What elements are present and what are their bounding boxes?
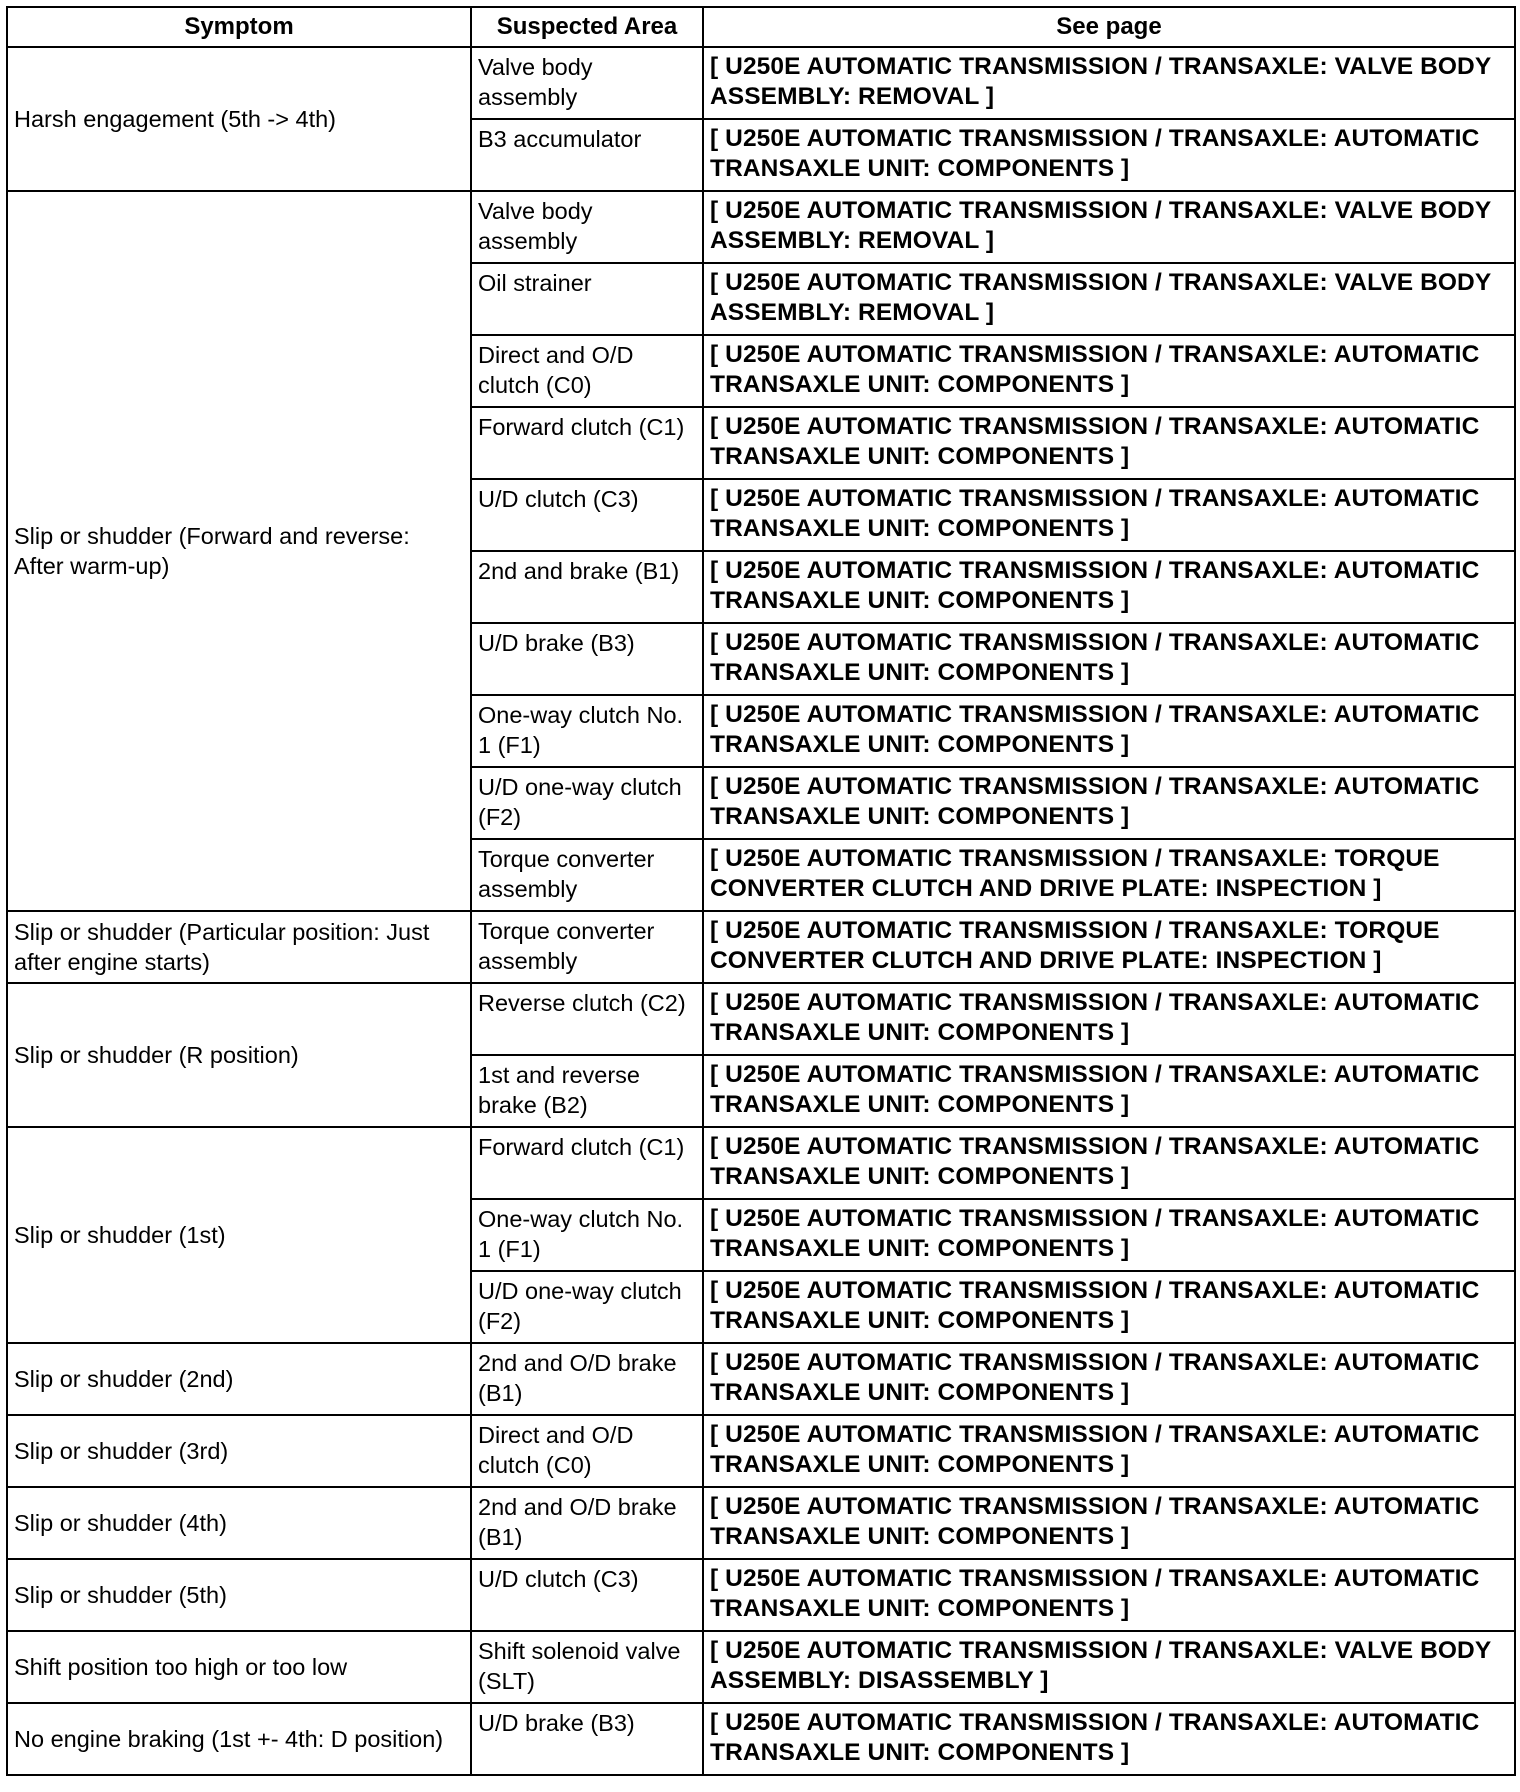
see-page-link[interactable]: [ U250E AUTOMATIC TRANSMISSION / TRANSAXLE: VALVE BODY ASSEMBLY: REMOVAL ] [703, 191, 1515, 263]
table-row [7, 911, 1515, 983]
suspected-area-cell: U/D brake (B3) [471, 623, 703, 695]
suspected-area-cell: U/D clutch (C3) [471, 479, 703, 551]
suspected-area-cell: 2nd and O/D brake (B1) [471, 1343, 703, 1415]
see-page-link[interactable]: [ U250E AUTOMATIC TRANSMISSION / TRANSAXLE: TORQUE CONVERTER CLUTCH AND DRIVE PLATE: INSPECTION ] [703, 839, 1515, 911]
suspected-area-cell: Reverse clutch (C2) [471, 983, 703, 1055]
see-page-link[interactable]: [ U250E AUTOMATIC TRANSMISSION / TRANSAXLE: AUTOMATIC TRANSAXLE UNIT: COMPONENTS ] [703, 1055, 1515, 1127]
header-suspected-area: Suspected Area [471, 7, 703, 47]
symptom-cell: Slip or shudder (Particular position: Just after engine starts) [7, 911, 471, 983]
see-page-link[interactable]: [ U250E AUTOMATIC TRANSMISSION / TRANSAXLE: VALVE BODY ASSEMBLY: REMOVAL ] [703, 47, 1515, 119]
table-row [7, 983, 1515, 1055]
symptom-cell: Slip or shudder (3rd) [7, 1415, 471, 1487]
see-page-link[interactable]: [ U250E AUTOMATIC TRANSMISSION / TRANSAXLE: AUTOMATIC TRANSAXLE UNIT: COMPONENTS ] [703, 479, 1515, 551]
see-page-link[interactable]: [ U250E AUTOMATIC TRANSMISSION / TRANSAXLE: AUTOMATIC TRANSAXLE UNIT: COMPONENTS ] [703, 983, 1515, 1055]
header-row [7, 7, 1515, 47]
suspected-area-cell: Torque converter assembly [471, 911, 703, 983]
suspected-area-cell: Forward clutch (C1) [471, 407, 703, 479]
table-row [7, 1415, 1515, 1487]
see-page-link[interactable]: [ U250E AUTOMATIC TRANSMISSION / TRANSAXLE: VALVE BODY ASSEMBLY: REMOVAL ] [703, 263, 1515, 335]
suspected-area-cell: 1st and reverse brake (B2) [471, 1055, 703, 1127]
table-row [7, 1559, 1515, 1631]
suspected-area-cell: U/D clutch (C3) [471, 1559, 703, 1631]
table-header [7, 7, 1515, 47]
see-page-link[interactable]: [ U250E AUTOMATIC TRANSMISSION / TRANSAXLE: TORQUE CONVERTER CLUTCH AND DRIVE PLATE: INSPECTION ] [703, 911, 1515, 983]
symptom-cell: Slip or shudder (1st) [7, 1127, 471, 1343]
table-row [7, 1127, 1515, 1199]
see-page-link[interactable]: [ U250E AUTOMATIC TRANSMISSION / TRANSAXLE: AUTOMATIC TRANSAXLE UNIT: COMPONENTS ] [703, 1487, 1515, 1559]
suspected-area-cell: One-way clutch No. 1 (F1) [471, 1199, 703, 1271]
suspected-area-cell: Forward clutch (C1) [471, 1127, 703, 1199]
see-page-link[interactable]: [ U250E AUTOMATIC TRANSMISSION / TRANSAXLE: VALVE BODY ASSEMBLY: DISASSEMBLY ] [703, 1631, 1515, 1703]
suspected-area-cell: U/D one-way clutch (F2) [471, 1271, 703, 1343]
see-page-link[interactable]: [ U250E AUTOMATIC TRANSMISSION / TRANSAXLE: AUTOMATIC TRANSAXLE UNIT: COMPONENTS ] [703, 767, 1515, 839]
table-row [7, 1703, 1515, 1775]
symptom-cell: Slip or shudder (Forward and reverse: After warm-up) [7, 191, 471, 911]
suspected-area-cell: B3 accumulator [471, 119, 703, 191]
see-page-link[interactable]: [ U250E AUTOMATIC TRANSMISSION / TRANSAXLE: AUTOMATIC TRANSAXLE UNIT: COMPONENTS ] [703, 1199, 1515, 1271]
see-page-link[interactable]: [ U250E AUTOMATIC TRANSMISSION / TRANSAXLE: AUTOMATIC TRANSAXLE UNIT: COMPONENTS ] [703, 1415, 1515, 1487]
see-page-link[interactable]: [ U250E AUTOMATIC TRANSMISSION / TRANSAXLE: AUTOMATIC TRANSAXLE UNIT: COMPONENTS ] [703, 1343, 1515, 1415]
suspected-area-cell: U/D brake (B3) [471, 1703, 703, 1775]
symptom-cell: Slip or shudder (4th) [7, 1487, 471, 1559]
suspected-area-cell: Oil strainer [471, 263, 703, 335]
suspected-area-cell: Valve body assembly [471, 191, 703, 263]
table-row [7, 191, 1515, 263]
header-symptom: Symptom [7, 7, 471, 47]
troubleshooting-table [6, 6, 1516, 1776]
table-row [7, 1631, 1515, 1703]
table-row [7, 47, 1515, 119]
see-page-link[interactable]: [ U250E AUTOMATIC TRANSMISSION / TRANSAXLE: AUTOMATIC TRANSAXLE UNIT: COMPONENTS ] [703, 695, 1515, 767]
symptom-cell: Slip or shudder (2nd) [7, 1343, 471, 1415]
suspected-area-cell: Direct and O/D clutch (C0) [471, 335, 703, 407]
see-page-link[interactable]: [ U250E AUTOMATIC TRANSMISSION / TRANSAXLE: AUTOMATIC TRANSAXLE UNIT: COMPONENTS ] [703, 335, 1515, 407]
table-body [7, 47, 1515, 1775]
suspected-area-cell: Torque converter assembly [471, 839, 703, 911]
see-page-link[interactable]: [ U250E AUTOMATIC TRANSMISSION / TRANSAXLE: AUTOMATIC TRANSAXLE UNIT: COMPONENTS ] [703, 1559, 1515, 1631]
see-page-link[interactable]: [ U250E AUTOMATIC TRANSMISSION / TRANSAXLE: AUTOMATIC TRANSAXLE UNIT: COMPONENTS ] [703, 1127, 1515, 1199]
suspected-area-cell: Direct and O/D clutch (C0) [471, 1415, 703, 1487]
see-page-link[interactable]: [ U250E AUTOMATIC TRANSMISSION / TRANSAXLE: AUTOMATIC TRANSAXLE UNIT: COMPONENTS ] [703, 623, 1515, 695]
symptom-cell: Shift position too high or too low [7, 1631, 471, 1703]
see-page-link[interactable]: [ U250E AUTOMATIC TRANSMISSION / TRANSAXLE: AUTOMATIC TRANSAXLE UNIT: COMPONENTS ] [703, 1703, 1515, 1775]
symptom-cell: No engine braking (1st +- 4th: D position) [7, 1703, 471, 1775]
suspected-area-cell: Valve body assembly [471, 47, 703, 119]
table-row [7, 1487, 1515, 1559]
symptom-cell: Slip or shudder (5th) [7, 1559, 471, 1631]
suspected-area-cell: U/D one-way clutch (F2) [471, 767, 703, 839]
see-page-link[interactable]: [ U250E AUTOMATIC TRANSMISSION / TRANSAXLE: AUTOMATIC TRANSAXLE UNIT: COMPONENTS ] [703, 119, 1515, 191]
suspected-area-cell: Shift solenoid valve (SLT) [471, 1631, 703, 1703]
table-row [7, 1343, 1515, 1415]
suspected-area-cell: One-way clutch No. 1 (F1) [471, 695, 703, 767]
suspected-area-cell: 2nd and brake (B1) [471, 551, 703, 623]
troubleshooting-document [6, 6, 1516, 1776]
header-see-page: See page [703, 7, 1515, 47]
symptom-cell: Slip or shudder (R position) [7, 983, 471, 1127]
see-page-link[interactable]: [ U250E AUTOMATIC TRANSMISSION / TRANSAXLE: AUTOMATIC TRANSAXLE UNIT: COMPONENTS ] [703, 551, 1515, 623]
see-page-link[interactable]: [ U250E AUTOMATIC TRANSMISSION / TRANSAXLE: AUTOMATIC TRANSAXLE UNIT: COMPONENTS ] [703, 407, 1515, 479]
see-page-link[interactable]: [ U250E AUTOMATIC TRANSMISSION / TRANSAXLE: AUTOMATIC TRANSAXLE UNIT: COMPONENTS ] [703, 1271, 1515, 1343]
suspected-area-cell: 2nd and O/D brake (B1) [471, 1487, 703, 1559]
symptom-cell: Harsh engagement (5th -> 4th) [7, 47, 471, 191]
